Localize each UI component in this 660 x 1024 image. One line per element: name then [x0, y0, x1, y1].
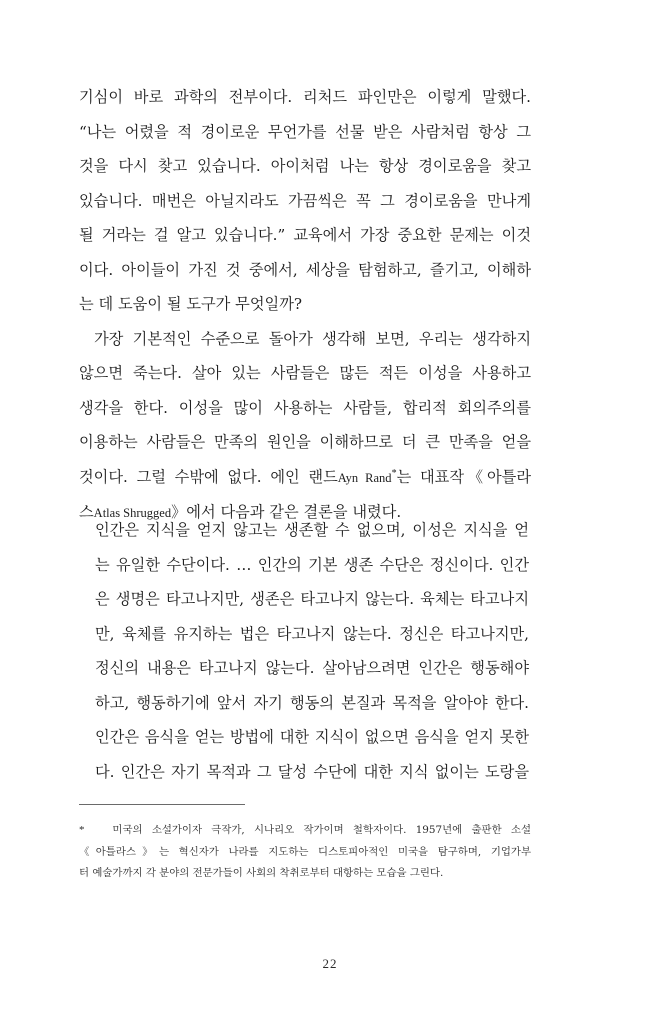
quote-line: 정신의 내용은 타고나지 않는다. 살아남으려면 인간은 행동해야: [95, 659, 529, 677]
quote-line: 만, 육체를 유지하는 법은 타고나지 않는다. 정신은 타고나지만,: [95, 624, 529, 643]
text-line: 것을 다시 찾고 있습니다. 아이처럼 나는 항상 경이로움을 찾고: [79, 157, 531, 175]
text-line: 이용하는 사람들은 만족의 원인을 이해하므로 더 큰 만족을 얻을: [79, 433, 531, 451]
footnote-line: 《아틀라스》는 혁신자가 나라를 지도하는 디스토피아적인 미국을 탐구하며, 기업가부: [79, 845, 531, 858]
quote-line: 는 유일한 수단이다. … 인간의 기본 생존 수단은 정신이다. 인간: [95, 555, 529, 574]
text-line: 있습니다. 매번은 아닐지라도 가끔씩은 꼭 그 경이로움을 만나게: [79, 191, 531, 210]
text-fragment: 》에서 다음과 같은 결론을 내렸다.: [171, 503, 402, 521]
quote-line: 인간은 지식을 얻지 않고는 생존할 수 없으며, 이성은 지식을 얻: [95, 521, 529, 539]
quote-line: 하고, 행동하기에 앞서 자기 행동의 본질과 목적을 알아야 한다.: [95, 693, 529, 712]
text-fragment: 스: [79, 503, 94, 521]
quote-line: 인간은 음식을 얻는 방법에 대한 지식이 없으면 음식을 얻지 못한: [95, 728, 529, 746]
footnote-line: [79, 820, 531, 842]
footnote-marker: *: [79, 824, 85, 836]
text-line: 생각을 한다. 이성을 많이 사용하는 사람들, 합리적 회의주의를: [79, 398, 531, 417]
footnote-divider: [79, 804, 245, 805]
text-line: 이다. 아이들이 가진 것 중에서, 세상을 탐험하고, 즐기고, 이해하: [79, 260, 531, 279]
footnote: [79, 820, 531, 885]
page-number: 22: [322, 956, 338, 971]
text-line: 기심이 바로 과학의 전부이다. 리처드 파인만은 이렇게 말했다.: [79, 88, 531, 106]
text-line: 될 거라는 걸 알고 있습니다.” 교육에서 가장 중요한 문제는 이것: [79, 226, 531, 244]
text-line: 는 데 도움이 될 도구가 무엇일까?: [79, 295, 303, 313]
footnote-reference: *: [391, 467, 397, 479]
quote-line: 은 생명은 타고나지만, 생존은 타고나지 않는다. 육체는 타고나지: [95, 590, 529, 608]
text-line-with-footnote-ref: [79, 460, 531, 496]
text-fragment: 것이다. 그럴 수밖에 없다. 에인 랜드: [79, 467, 338, 486]
book-title-latin: Atlas Shrugged: [93, 506, 172, 520]
quote-line: 다. 인간은 자기 목적과 그 달성 수단에 대한 지식 없이는 도랑을: [95, 762, 529, 781]
footnote-line: 터 예술가까지 각 분야의 전문가들이 사회의 착취로부터 대항하는 모습을 그린다.: [79, 867, 444, 879]
text-fragment: 는 대표작《아틀라: [396, 467, 531, 486]
text-line: 않으면 죽는다. 살아 있는 사람들은 많든 적든 이성을 사용하고: [79, 364, 531, 382]
main-text: [79, 80, 531, 531]
author-name-latin: Ayn Rand: [337, 470, 392, 485]
paragraph-first-line: 가장 기본적인 수준으로 돌아가 생각해 보면, 우리는 생각하지: [94, 329, 531, 348]
text-line: “나는 어렸을 적 경이로운 무언가를 선물 받은 사람처럼 항상 그: [79, 122, 531, 141]
block-quote: [95, 513, 529, 789]
footnote-text: 미국의 소설가이자 극작가, 시나리오 작가이며 철학자이다. 1957년에 출판한 소설: [112, 824, 531, 836]
